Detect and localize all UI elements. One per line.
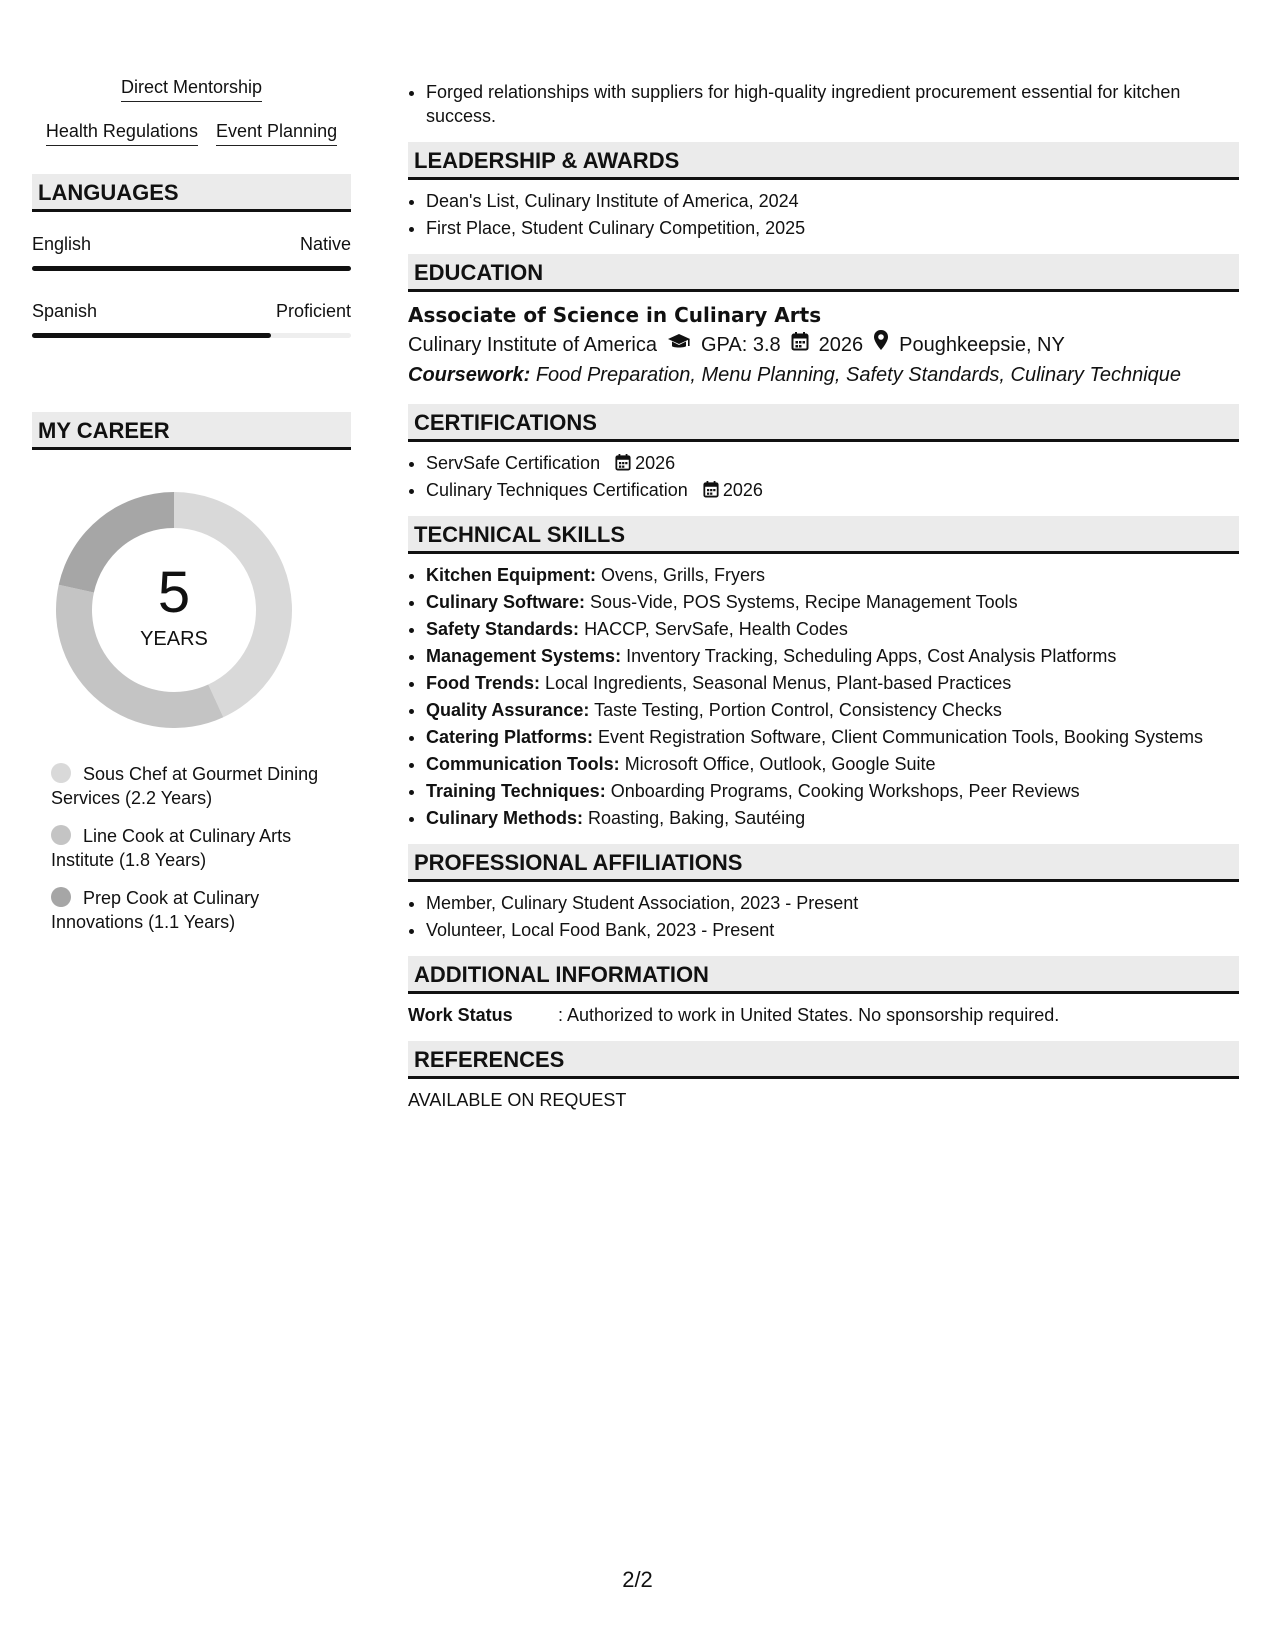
graduation-year: 2026 — [818, 333, 864, 356]
legend-dot — [51, 825, 71, 845]
certifications-list — [408, 451, 1239, 502]
calendar-icon — [791, 330, 809, 360]
certification-item — [426, 451, 1239, 475]
skill-item — [426, 644, 1239, 668]
language-bar-fill — [32, 333, 271, 338]
left-column — [32, 76, 351, 948]
certification-name: Culinary Techniques Certification — [426, 480, 688, 500]
map-pin-icon — [873, 329, 889, 360]
skill-value: Taste Testing, Portion Control, Consistency Checks — [594, 700, 1002, 720]
skill-item — [426, 725, 1239, 749]
skill-value: Event Registration Software, Client Communication Tools, Booking Systems — [598, 727, 1203, 747]
certifications-heading: CERTIFICATIONS — [408, 404, 1239, 442]
skill-item — [426, 779, 1239, 803]
career-heading: MY CAREER — [32, 412, 351, 450]
degree-title: Associate of Science in Culinary Arts — [408, 303, 822, 327]
language-bar-fill — [32, 266, 351, 271]
skill-value: Sous-Vide, POS Systems, Recipe Management Tools — [590, 592, 1018, 612]
skill-label: Kitchen Equipment: — [426, 565, 596, 585]
language-name: English — [32, 234, 92, 254]
legend-label: Line Cook at Culinary Arts Institute (1.8 Years) — [51, 826, 292, 870]
career-total-years: 5 — [157, 560, 191, 625]
skill-label: Training Techniques: — [426, 781, 606, 801]
language-bar — [32, 266, 351, 271]
tag-event-planning: Event Planning — [216, 120, 337, 146]
legend-label: Sous Chef at Gourmet Dining Services (2.2 Years) — [51, 764, 319, 808]
coursework — [408, 360, 1239, 390]
calendar-icon — [703, 478, 719, 502]
experience-continued-list — [408, 80, 1239, 128]
technical-skills-heading: TECHNICAL SKILLS — [408, 516, 1239, 554]
affiliations-list — [408, 891, 1239, 942]
legend-label: Prep Cook at Culinary Innovations (1.1 Years) — [51, 888, 260, 932]
skill-label: Management Systems: — [426, 646, 622, 666]
page-number: 2/2 — [622, 1567, 653, 1592]
certification-year: 2026 — [722, 480, 763, 500]
affiliations-heading: PROFESSIONAL AFFILIATIONS — [408, 844, 1239, 882]
tag-health-regulations: Health Regulations — [46, 120, 198, 146]
gpa: GPA: 3.8 — [701, 333, 781, 356]
school-name: Culinary Institute of America — [408, 333, 657, 356]
language-bar — [32, 333, 351, 338]
references-heading: REFERENCES — [408, 1041, 1239, 1079]
references-text: AVAILABLE ON REQUEST — [408, 1090, 627, 1110]
career-legend-item — [51, 886, 341, 934]
tag-direct-mentorship: Direct Mentorship — [121, 76, 262, 102]
career-legend-item — [51, 762, 341, 810]
certification-name: ServSafe Certification — [426, 453, 601, 473]
calendar-icon — [615, 451, 631, 475]
work-status — [408, 1003, 1239, 1027]
skill-item — [426, 617, 1239, 641]
career-legend — [32, 762, 351, 934]
coursework-list: Food Preparation, Menu Planning, Safety Standards, Culinary Technique — [535, 364, 1182, 386]
list-item: • Member, Culinary Student Association, 2023 - Present — [426, 891, 1239, 915]
language-level: Proficient — [275, 301, 351, 321]
career-years-unit: YEARS — [140, 628, 208, 650]
list-item: • Volunteer, Local Food Bank, 2023 - Present — [426, 918, 1239, 942]
skill-value: Ovens, Grills, Fryers — [601, 565, 766, 585]
languages-heading: LANGUAGES — [32, 174, 351, 212]
skill-label: Safety Standards: — [426, 619, 580, 639]
list-item: • First Place, Student Culinary Competition, 2025 — [426, 216, 1239, 240]
legend-dot — [51, 887, 71, 907]
graduation-cap-icon — [667, 330, 691, 360]
skill-item — [426, 563, 1239, 587]
certification-item — [426, 478, 1239, 502]
education-heading: EDUCATION — [408, 254, 1239, 292]
skill-item — [426, 590, 1239, 614]
skill-item — [426, 671, 1239, 695]
language-name: Spanish — [32, 301, 98, 321]
skill-value: Inventory Tracking, Scheduling Apps, Cost Analysis Platforms — [626, 646, 1117, 666]
experience-bullet: • Forged relationships with suppliers for high-quality ingredient procurement essential for kitchen success. — [426, 80, 1239, 128]
leadership-heading: LEADERSHIP & AWARDS — [408, 142, 1239, 180]
skill-item — [426, 806, 1239, 830]
technical-skills-list — [408, 563, 1239, 830]
work-status-label: Work Status — [408, 1005, 513, 1025]
skill-label: Culinary Methods: — [426, 808, 584, 828]
career-legend-item — [51, 824, 341, 872]
additional-info-heading: ADDITIONAL INFORMATION — [408, 956, 1239, 994]
right-column — [408, 80, 1239, 1112]
certification-year: 2026 — [635, 453, 676, 473]
skill-label: Culinary Software: — [426, 592, 586, 612]
list-item: • Dean's List, Culinary Institute of America, 2024 — [426, 189, 1239, 213]
tag-row-2 — [32, 120, 351, 146]
school-location: Poughkeepsie, NY — [899, 333, 1065, 356]
career-donut-chart — [56, 492, 292, 728]
language-english — [32, 234, 351, 271]
tag-row-1 — [32, 76, 351, 102]
skill-label: Catering Platforms: — [426, 727, 594, 747]
skill-label: Communication Tools: — [426, 754, 620, 774]
skill-item — [426, 752, 1239, 776]
coursework-label: Coursework: — [408, 364, 531, 386]
leadership-list — [408, 189, 1239, 240]
skill-value: Local Ingredients, Seasonal Menus, Plant-based Practices — [545, 673, 1012, 693]
language-level: Native — [299, 234, 351, 254]
language-spanish — [32, 301, 351, 338]
skill-value: Roasting, Baking, Sautéing — [588, 808, 806, 828]
work-status-value: : Authorized to work in United States. No sponsorship required. — [558, 1005, 1060, 1025]
skill-item — [426, 698, 1239, 722]
donut-center — [56, 560, 292, 651]
skill-value: HACCP, ServSafe, Health Codes — [584, 619, 848, 639]
legend-dot — [51, 763, 71, 783]
skill-value: Microsoft Office, Outlook, Google Suite — [624, 754, 936, 774]
skill-tags — [32, 76, 351, 146]
skill-label: Food Trends: — [426, 673, 540, 693]
skill-value: Onboarding Programs, Cooking Workshops, Peer Reviews — [610, 781, 1080, 801]
education-details — [408, 329, 1239, 360]
skill-label: Quality Assurance: — [426, 700, 590, 720]
